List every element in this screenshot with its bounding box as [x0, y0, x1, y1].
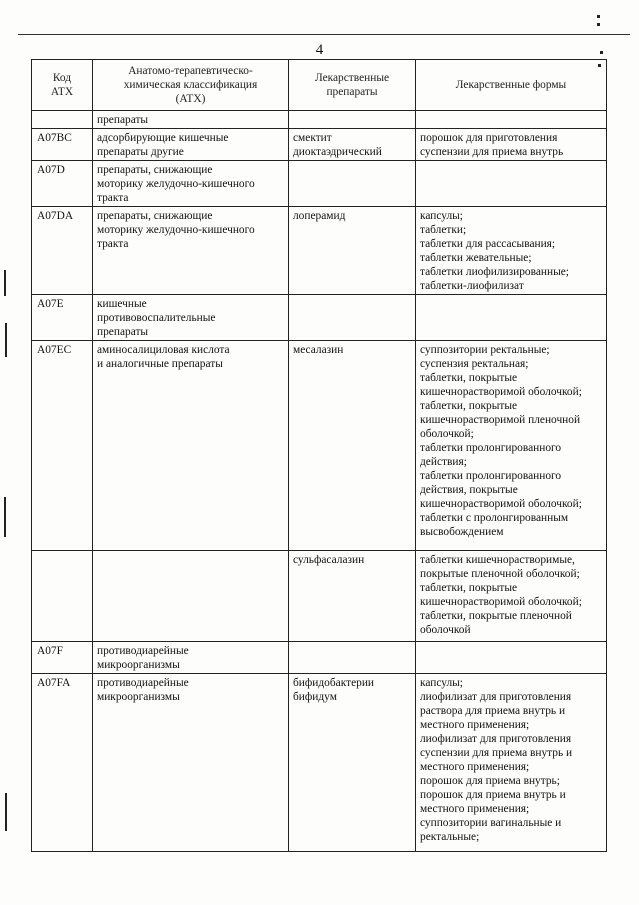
dosage-forms-cell: порошок для приготовления суспензии для приема внутрь	[416, 129, 607, 161]
atx-code-cell: A07FA	[32, 674, 93, 852]
dosage-forms-cell: суппозитории ректальные; суспензия ректальная; таблетки, покрытые кишечнорастворимой оболочкой; таблетки, покрытые кишечнорастворимой пленочной оболочкой; таблетки пролонгированного действия; таблетки пролонгированного действия, покрытые кишечнорастворимой оболочкой; таблетки с пролонгированным высвобождением	[416, 341, 607, 551]
scan-mark	[600, 51, 603, 54]
top-rule	[18, 34, 630, 35]
atx-code-cell	[32, 111, 93, 129]
classification-cell: препараты, снижающие моторику желудочно-кишечного тракта	[93, 207, 289, 295]
page-number: 4	[315, 42, 324, 58]
classification-cell: противодиарейные микроорганизмы	[93, 642, 289, 674]
dosage-forms-cell: капсулы; таблетки; таблетки для рассасывания; таблетки жевательные; таблетки лиофилизированные; таблетки-лиофилизат	[416, 207, 607, 295]
scan-edge-mark	[5, 323, 7, 357]
dosage-forms-cell: таблетки кишечнорастворимые, покрытые пленочной оболочкой; таблетки, покрытые кишечнорастворимой оболочкой; таблетки, покрытые пленочной оболочкой	[416, 551, 607, 642]
drug-cell	[289, 111, 416, 129]
drug-cell	[289, 295, 416, 341]
dosage-forms-cell	[416, 295, 607, 341]
atx-code-cell: A07E	[32, 295, 93, 341]
classification-cell: адсорбирующие кишечные препараты другие	[93, 129, 289, 161]
header-classification: Анатомо-терапевтическо- химическая классификация (ATX)	[93, 60, 289, 111]
atx-code-cell: A07F	[32, 642, 93, 674]
classification-cell: препараты, снижающие моторику желудочно-кишечного тракта	[93, 161, 289, 207]
table-row	[32, 161, 607, 207]
atx-code-cell: A07D	[32, 161, 93, 207]
table-header-row	[32, 60, 607, 111]
scan-edge-mark	[4, 270, 6, 296]
atx-code-cell	[32, 551, 93, 642]
drug-cell: смектит диоктаэдрический	[289, 129, 416, 161]
drug-cell: месалазин	[289, 341, 416, 551]
classification-cell: кишечные противовоспалительные препараты	[93, 295, 289, 341]
atx-code-cell: A07EC	[32, 341, 93, 551]
classification-cell: аминосалициловая кислота и аналогичные препараты	[93, 341, 289, 551]
header-forms: Лекарственные формы	[416, 60, 607, 111]
table-row	[32, 341, 607, 551]
scan-mark	[597, 15, 600, 18]
drug-cell: лоперамид	[289, 207, 416, 295]
drug-cell: бифидобактерии бифидум	[289, 674, 416, 852]
dosage-forms-cell	[416, 111, 607, 129]
table-row	[32, 207, 607, 295]
scan-edge-mark	[4, 497, 6, 537]
scan-mark	[597, 23, 600, 26]
scan-edge-mark	[5, 793, 7, 831]
header-drugs: Лекарственные препараты	[289, 60, 416, 111]
atx-code-cell: A07DA	[32, 207, 93, 295]
dosage-forms-cell	[416, 642, 607, 674]
atx-code-cell: A07BC	[32, 129, 93, 161]
table-row	[32, 295, 607, 341]
classification-cell: препараты	[93, 111, 289, 129]
table-row	[32, 674, 607, 852]
table-row	[32, 129, 607, 161]
dosage-forms-cell: капсулы; лиофилизат для приготовления раствора для приема внутрь и местного применения; лиофилизат для приготовления суспензии для приема внутрь и местного применения; порошок для приема внутрь; порошок для приема внутрь и местного применения; суппозитории вагинальные и ректальные;	[416, 674, 607, 852]
header-code: Код ATX	[32, 60, 93, 111]
drug-cell	[289, 642, 416, 674]
atx-classification-table	[31, 59, 607, 852]
dosage-forms-cell	[416, 161, 607, 207]
drug-cell	[289, 161, 416, 207]
table-row	[32, 642, 607, 674]
classification-cell: противодиарейные микроорганизмы	[93, 674, 289, 852]
table-row	[32, 111, 607, 129]
drug-cell: сульфасалазин	[289, 551, 416, 642]
table-row	[32, 551, 607, 642]
classification-cell	[93, 551, 289, 642]
